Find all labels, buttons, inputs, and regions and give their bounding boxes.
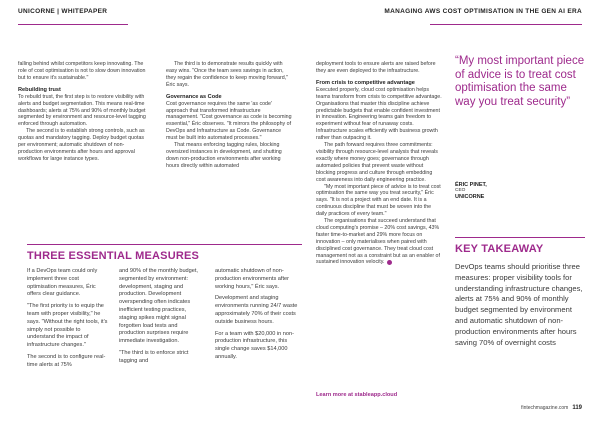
subheading-crisis-to-advantage: From crisis to competitive advantage: [316, 79, 415, 86]
learn-more-link[interactable]: Learn more at stableapp.cloud: [316, 392, 398, 398]
paragraph: "The first priority is to equip the team with proper visibility," he says. "Without the right tools, it's simply not possible to understand the impact of infrastructure changes.": [27, 303, 108, 349]
header-rule-left: [18, 24, 128, 25]
essentials-column-2: [119, 268, 205, 370]
paragraph: and 90% of the monthly budget, segmented by environment: development, staging and production. Development overspending often indicates inefficient testing practices, staging spikes might signal forgotten load tests and production surprises require immediate investigation.: [119, 268, 198, 345]
paragraph: Executed properly, cloud cost optimisation helps teams transform from crisis to competitive advantage. Organisations that master this discipline achieve predictable budgets that enable confident investment in innovation. Engineering teams gain freedom to experiment without fear of runaway costs. Infrastructure scales efficiently with business growth rather than outpacing it.: [316, 86, 442, 142]
body-column-2: [166, 61, 294, 170]
paragraph: For a team with $20,000 in non-production infrastructure, this single change saves $14,000 annually.: [215, 330, 294, 360]
article-title: MANAGING AWS COST OPTIMISATION IN THE GEN AI ERA: [384, 8, 582, 15]
paragraph: The second is to configure real-time alerts at 75%: [27, 353, 106, 368]
essentials-column-3: [215, 268, 301, 366]
pull-quote: “My most important piece of advice is to treat cost optimisation the same way you treat security”: [455, 55, 585, 108]
paragraph: Cost governance requires the same 'as code' approach that transformed infrastructure management. "Cost governance as code is becoming essential," Éric observes. "It mirrors the philosophy of DevOps and Infrastructure as Code. Governance must be built into automated processes.": [166, 100, 292, 142]
paragraph: The third is to demonstrate results quickly with easy wins. "Once the team sees savings in action, they regain the confidence to keep moving forward," Éric says.: [166, 61, 289, 88]
body-column-3: [316, 61, 442, 266]
paragraph: automatic shutdown of non-production environments after working hours," Éric says.: [215, 268, 290, 290]
paragraph: "The third is to enforce strict tagging and: [119, 349, 189, 364]
paragraph: "My most important piece of advice is to treat cost optimisation the same way you treat security," Éric says. "It is not a project with an end date. It is a continuous discipline that must be woven into the daily practices of every team.": [316, 183, 441, 218]
header-rule-right: [430, 24, 582, 25]
page-number: 119: [572, 405, 582, 411]
essentials-column-1: [27, 268, 109, 374]
paragraph-text: The organisations that succeed understand that cloud computing's promise – 20% cost savings, 43% faster time-to-market and 29% more focus on innovation – only materialises when paired with disciplined cost governance. They treat cloud cost management not as a constraint but as an enabler of sustained innovation velocity.: [316, 218, 440, 266]
paragraph: If a DevOps team could only implement three cost optimisation measures, Éric offers clear guidance.: [27, 268, 98, 298]
paragraph: falling behind whilst competitors keep innovating. The role of cost optimisation is not to slow down innovation but to ensure it's sustainable.": [18, 61, 146, 81]
takeaway-heading: KEY TAKEAWAY: [455, 243, 544, 255]
footer: [521, 405, 582, 411]
paragraph: [316, 218, 442, 266]
takeaway-text: DevOps teams should prioritise three measures: proper visibility tools for understanding infrastructure changes, alerts at 75% and 90% of monthly budget segmented by environment and automatic shutdown of non-production environments after hours saving 70% of overnight costs: [455, 262, 583, 347]
footer-site: fintechmagazine.com: [521, 405, 569, 411]
quote-role: CEO: [455, 188, 466, 193]
paragraph: That means enforcing tagging rules, blocking oversized instances in development, and shutting down non-production environments after working hours directly within automated: [166, 142, 282, 169]
essentials-rule: [27, 244, 302, 245]
publication-label: UNICORNE | WHITEPAPER: [18, 8, 108, 15]
paragraph: Development and staging environments running 24/7 waste approximately 70% of their costs outside business hours.: [215, 295, 298, 325]
paragraph: The second is to establish strong controls, such as quotas and mandatory tagging. Deploy budget quotas per environment; automatic shutdown of non-production environments after hours and approval workflows for large instance types.: [18, 128, 145, 162]
subheading-governance-as-code: Governance as Code: [166, 93, 222, 100]
quote-author: ÉRIC PINET,: [455, 182, 487, 188]
quote-company: UNICORNE: [455, 194, 485, 200]
body-column-1: [18, 61, 146, 163]
paragraph: To rebuild trust, the first step is to restore visibility with alerts and budget segmentation. This means real-time dashboards; alerts at 75% and 90% of monthly budget segmented by environment and resource-level tagging enforced through automation.: [18, 93, 146, 128]
end-mark-icon: [387, 260, 392, 265]
essentials-heading: THREE ESSENTIAL MEASURES: [27, 250, 200, 262]
paragraph: The path forward requires three commitments: visibility through resource-level analysis that reveals exactly where money goes; governance through automated policies that prevent waste without blocking progress and culture through embedding cost awareness into daily engineering practice.: [316, 142, 438, 183]
paragraph: deployment tools to ensure alerts are raised before they are even deployed to the infrastructure.: [316, 61, 436, 74]
takeaway-rule: [455, 237, 585, 238]
subheading-rebuilding-trust: Rebuilding trust: [18, 86, 61, 93]
